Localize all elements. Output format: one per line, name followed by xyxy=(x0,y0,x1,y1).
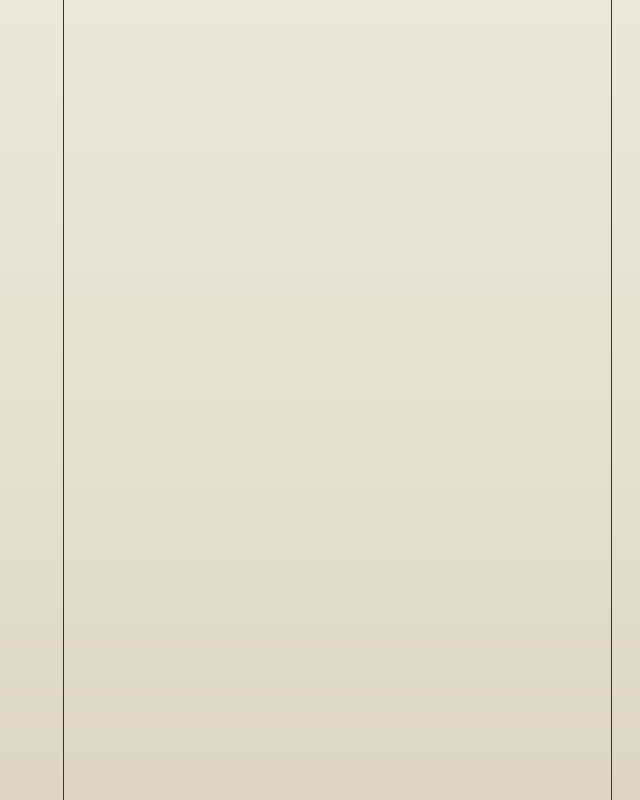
section-divider xyxy=(73,0,588,16)
column-rule-left xyxy=(63,0,64,800)
main-column xyxy=(73,0,588,24)
column-rule-right xyxy=(611,0,612,800)
